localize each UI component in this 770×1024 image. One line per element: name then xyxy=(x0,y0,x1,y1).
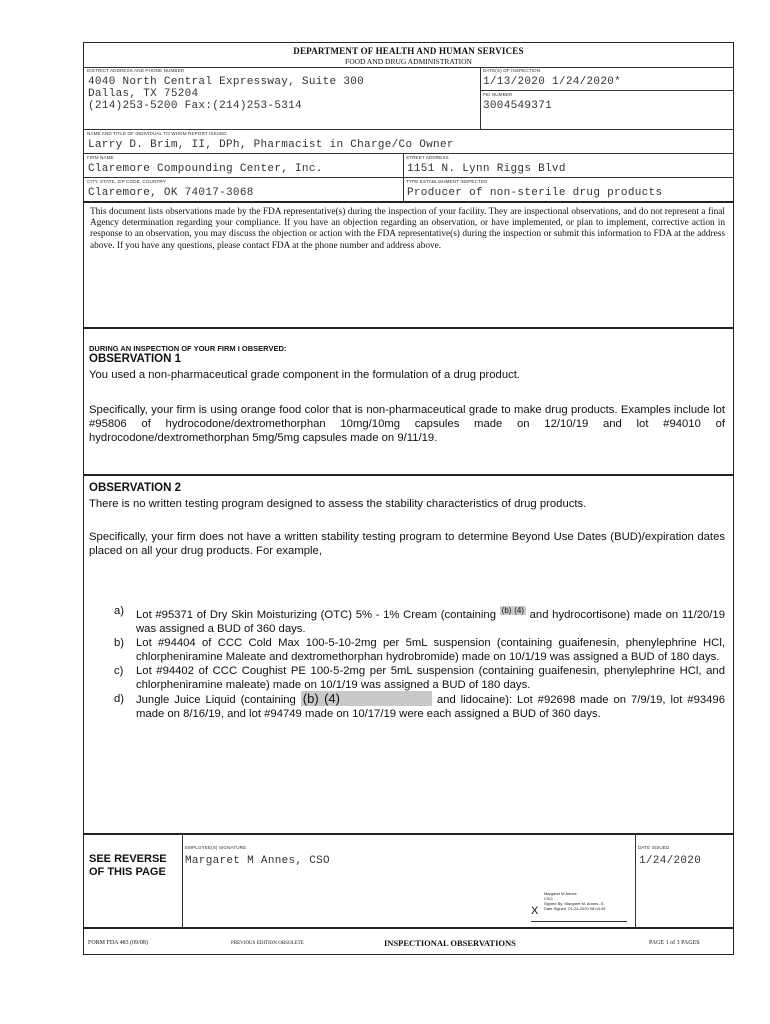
department-title: DEPARTMENT OF HEALTH AND HUMAN SERVICES xyxy=(293,46,524,56)
digital-signature xyxy=(531,891,627,922)
signature-text: Margaret M Annes CSO Signed By: Margaret M. Annes -S Date Signed: 01-24-2020 08:04:39 xyxy=(544,891,606,911)
observation-1-detail: Specifically, your firm is using orange food color that is non-pharmaceutical grade to make drug products. Examples include lot #95806 of hydrocodone/dextromethorphan 10mg/10mg capsules made on 12/10/19 and lot #94010 of hydrocodone/dextromethorphan 5mg/5mg capsules made on 9/11/19. xyxy=(89,404,725,444)
establishment-label: TYPE ESTABLISHMENT INSPECTED xyxy=(406,179,488,184)
city-value: Claremore, OK 74017-3068 xyxy=(88,187,254,199)
observation-1-summary: You used a non-pharmaceutical grade component in the formulation of a drug product. xyxy=(89,369,521,381)
fei-label: FEI NUMBER xyxy=(483,92,513,97)
item-text: Lot #94404 of CCC Cold Max 100-5-10-2mg per 5mL suspension (containing guaifenesin, phenylephrine HCl, chlorpheniramine Maleate and dextromethorphan hydrobromide) made on 10/1/19 was assigned a BUD of 180 days. xyxy=(136,636,725,663)
firm-value: Claremore Compounding Center, Inc. xyxy=(88,163,323,175)
street-label: STREET ADDRESS xyxy=(406,155,449,160)
item-text: Jungle Juice Liquid (containing (b) (4) and lidocaine): Lot #92698 made on 7/9/19, lot #93496 made on 8/16/19, and lot #94749 made on 10/17/19 were each assigned a BUD of 360 days. xyxy=(136,690,725,720)
list-item xyxy=(114,692,725,721)
divider xyxy=(84,129,733,130)
item-marker: a) xyxy=(114,605,125,617)
item-marker: b) xyxy=(114,636,125,649)
individual-label: NAME AND TITLE OF INDIVIDUAL TO WHOM REPORT ISSUED xyxy=(87,131,227,136)
previous-edition: PREVIOUS EDITION OBSOLETE xyxy=(231,941,304,946)
disclaimer-text: This document lists observations made by the FDA representative(s) during the inspection of your facility. They are inspectional observations, and do not represent a final Agency determination regarding your compliance. If you have an objection regarding an observation, or have implemented, or plan to implement, corrective action in response to an observation, you may discuss the objection or action with the FDA representative(s) during the inspection or submit this information to FDA at the address above. If you have any questions, please contact FDA at the phone number and address above. xyxy=(90,207,725,251)
inspection-dates-label: DATE(S) OF INSPECTION xyxy=(483,68,541,73)
district-label: DISTRICT ADDRESS AND PHONE NUMBER xyxy=(87,68,185,73)
observation-2-detail: Specifically, your firm does not have a written stability testing program to determine Beyond Use Dates (BUD)/expiration dates placed on all your drug products. For example, xyxy=(89,531,725,557)
list-item xyxy=(114,664,725,692)
district-line-3: (214)253-5200 Fax:(214)253-5314 xyxy=(88,100,302,112)
divider xyxy=(84,177,733,178)
page-number: PAGE 1 of 3 PAGES xyxy=(649,940,700,946)
employee-value: Margaret M Annes, CSO xyxy=(185,855,330,867)
divider xyxy=(84,927,733,929)
divider xyxy=(84,153,733,154)
district-line-2: Dallas, TX 75204 xyxy=(88,88,199,100)
date-issued-value: 1/24/2020 xyxy=(639,855,702,867)
observation-1-heading: OBSERVATION 1 xyxy=(89,353,182,365)
divider xyxy=(182,833,183,927)
item-marker: c) xyxy=(114,664,124,677)
item-text: Lot #95371 of Dry Skin Moisturizing (OTC) 5% - 1% Cream (containing $^{(b) (4)}$ and hydrocortisone) made on 11/20/19 was assigned a BUD of 360 days. xyxy=(136,606,725,635)
divider xyxy=(84,327,733,329)
see-reverse: SEE REVERSE OF THIS PAGE xyxy=(89,853,167,878)
divider xyxy=(635,833,636,927)
during-heading: DURING AN INSPECTION OF YOUR FIRM I OBSERVED: xyxy=(89,344,287,353)
employee-label: EMPLOYEE(S) SIGNATURE xyxy=(185,845,247,850)
district-line-1: 4040 North Central Expressway, Suite 300 xyxy=(88,76,365,88)
item-marker: d) xyxy=(114,692,125,705)
redaction-box: (b) (4) xyxy=(501,606,524,615)
observation-2-items xyxy=(114,604,725,721)
redaction-box: (b) (4) xyxy=(301,691,432,706)
city-label: CITY, STATE, ZIP CODE, COUNTRY xyxy=(87,179,166,184)
footer-title: INSPECTIONAL OBSERVATIONS xyxy=(384,938,516,948)
fei-value: 3004549371 xyxy=(483,100,553,112)
divider xyxy=(84,474,733,476)
signature-x: X xyxy=(531,905,539,917)
inspection-dates-value: 1/13/2020 1/24/2020* xyxy=(483,76,622,88)
divider xyxy=(480,90,733,91)
street-value: 1151 N. Lynn Riggs Blvd xyxy=(407,163,566,175)
fda-483-form xyxy=(83,42,734,955)
observation-2-summary: There is no written testing program designed to assess the stability characteristics of drug products. xyxy=(89,498,587,510)
list-item xyxy=(114,604,725,636)
agency-title: FOOD AND DRUG ADMINISTRATION xyxy=(345,57,472,66)
establishment-value: Producer of non-sterile drug products xyxy=(407,187,663,199)
observation-2-heading: OBSERVATION 2 xyxy=(89,482,182,494)
divider xyxy=(84,201,733,203)
date-issued-label: DATE ISSUED xyxy=(638,845,670,850)
firm-label: FIRM NAME xyxy=(87,155,114,160)
form-number: FORM FDA 483 (09/08) xyxy=(88,940,148,946)
item-text: Lot #94402 of CCC Coughist PE 100-5-2mg per 5mL suspension (containing guaifenesin, phenylephrine HCl, and chlorpheniramine maleate) made on 10/1/19 was assigned a BUD of 180 days. xyxy=(136,664,725,691)
list-item xyxy=(114,636,725,664)
individual-value: Larry D. Brim, II, DPh, Pharmacist in Charge/Co Owner xyxy=(88,139,454,151)
divider xyxy=(480,67,481,129)
